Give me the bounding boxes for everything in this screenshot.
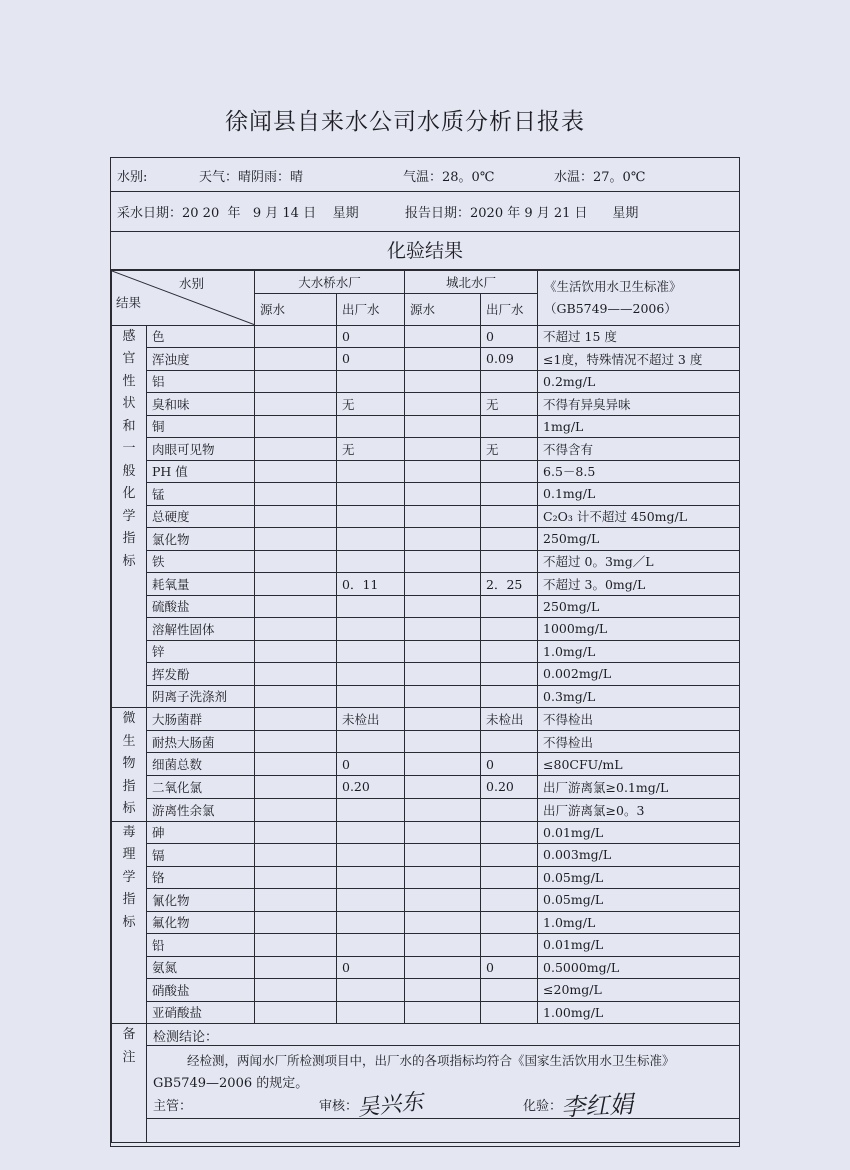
item-name-cell: 砷 — [147, 821, 255, 844]
standard-value-cell: 1.00mg/L — [538, 1001, 740, 1024]
plant2-source-cell — [405, 460, 481, 483]
plant1-source-cell — [255, 889, 337, 912]
plant1-source-cell — [255, 438, 337, 461]
category-char: 指 — [122, 892, 136, 907]
sample-date: 采水日期：20 20 年 9 月 14 日 星期 — [117, 206, 359, 221]
item-name-cell: 细菌总数 — [147, 753, 255, 776]
item-name-cell: 铁 — [147, 550, 255, 573]
standard-value-cell: ≤80CFU/mL — [538, 753, 740, 776]
bottom-divider — [147, 1118, 740, 1119]
plant1-outlet-cell — [337, 505, 405, 528]
plant2-outlet-cell — [481, 730, 538, 753]
item-name-cell: 浑浊度 — [147, 348, 255, 371]
category-char: 标 — [122, 553, 136, 569]
standard-value-cell: 0.05mg/L — [538, 889, 740, 912]
standard-value-cell: 0.5000mg/L — [538, 956, 740, 979]
plant2-outlet-cell — [481, 1001, 538, 1024]
plant2-outlet-cell — [481, 866, 538, 889]
plant2-source-cell — [405, 821, 481, 844]
plant2-source-cell — [405, 934, 481, 957]
item-name-cell: 阴离子洗涤剂 — [147, 685, 255, 708]
remarks-label — [112, 1024, 147, 1143]
category-char: 感 — [122, 328, 136, 344]
standard-value-cell: 0.1mg/L — [538, 483, 740, 506]
item-name-cell: 二氧化氯 — [147, 776, 255, 799]
plant2-source-cell — [405, 595, 481, 618]
chemist-label: 化验： — [523, 1099, 563, 1114]
table-row — [112, 573, 740, 596]
plant2-source-cell — [405, 393, 481, 416]
plant2-source-cell — [405, 776, 481, 799]
plant1-outlet-cell: 0 — [337, 325, 405, 348]
plant2-outlet-header: 出厂水 — [481, 293, 538, 325]
plant1-outlet-cell: 0.20 — [337, 776, 405, 799]
plant1-source-cell — [255, 393, 337, 416]
standard-value-cell: 6.5－8.5 — [538, 460, 740, 483]
standard-value-cell: C₂O₃ 计不超过 450mg/L — [538, 505, 740, 528]
table-row — [112, 685, 740, 708]
conclusion-label: 检测结论： — [153, 1030, 219, 1045]
standard-value-cell: 0.2mg/L — [538, 370, 740, 393]
plant1-outlet-cell: 无 — [337, 393, 405, 416]
table-row — [112, 776, 740, 799]
divider — [147, 1045, 740, 1046]
plant2-outlet-cell — [481, 889, 538, 912]
item-name-cell: 臭和味 — [147, 393, 255, 416]
plant2-outlet-cell — [481, 505, 538, 528]
category-char: 生 — [122, 733, 136, 749]
standard-value-cell: 1000mg/L — [538, 618, 740, 641]
plant1-outlet-cell: 未检出 — [337, 708, 405, 731]
plant1-source-cell — [255, 460, 337, 483]
plant1-source-cell — [255, 550, 337, 573]
table-row — [112, 753, 740, 776]
table-row — [112, 460, 740, 483]
table-row — [112, 934, 740, 957]
plant2-source-cell — [405, 844, 481, 867]
category-char: 物 — [122, 756, 136, 771]
table-row — [112, 505, 740, 528]
item-name-cell: PH 值 — [147, 460, 255, 483]
report-date: 报告日期：2020 年 9 月 21 日 星期 — [405, 206, 639, 221]
plant1-outlet-cell: 无 — [337, 438, 405, 461]
remarks-label-char: 备 — [122, 1027, 136, 1042]
plant1-outlet-cell — [337, 730, 405, 753]
plant2-source-header: 源水 — [405, 293, 481, 325]
standard-value-cell: 出厂游离氯≥0.1mg/L — [538, 776, 740, 799]
plant1-source-cell — [255, 911, 337, 934]
conclusion-line1: 经检测，两闻水厂所检测项目中，出厂水的各项指标均符合《国家生活饮用水卫生标准》 — [187, 1053, 675, 1068]
item-name-cell: 挥发酚 — [147, 663, 255, 686]
plant2-source-cell — [405, 505, 481, 528]
category-char: 指 — [122, 778, 136, 794]
standard-value-cell: 1mg/L — [538, 415, 740, 438]
remarks-row — [112, 1024, 740, 1143]
table-row — [112, 979, 740, 1002]
table-head-row-1 — [112, 271, 740, 294]
item-name-cell: 肉眼可见物 — [147, 438, 255, 461]
standard-value-cell: 1.0mg/L — [538, 911, 740, 934]
plant1-outlet-cell — [337, 618, 405, 641]
plant2-outlet-cell — [481, 934, 538, 957]
plant2-outlet-cell — [481, 798, 538, 821]
plant2-outlet-cell: 0.09 — [481, 348, 538, 371]
plant1-source-cell — [255, 979, 337, 1002]
weather-label: 天气：晴阴雨：晴 — [199, 170, 304, 185]
item-name-cell: 铬 — [147, 866, 255, 889]
diagonal-header-cell — [112, 271, 255, 326]
standard-header-line2: （GB5749——2006） — [544, 300, 677, 316]
plant1-source-cell — [255, 798, 337, 821]
standard-value-cell: 不得含有 — [538, 438, 740, 461]
plant2-outlet-cell — [481, 415, 538, 438]
plant2-outlet-cell: 无 — [481, 438, 538, 461]
conclusion-line2: GB5749—2006 的规定。 — [153, 1076, 309, 1091]
standard-value-cell: 0.3mg/L — [538, 685, 740, 708]
category-char: 指 — [122, 531, 136, 546]
plant2-source-cell — [405, 911, 481, 934]
category-char: 学 — [122, 869, 136, 885]
plant2-source-cell — [405, 753, 481, 776]
plant2-source-cell — [405, 573, 481, 596]
plant1-outlet-cell — [337, 1001, 405, 1024]
water-type-label: 水别: — [117, 170, 148, 185]
category-char: 学 — [122, 508, 136, 524]
plant1-source-header: 源水 — [255, 293, 337, 325]
plant2-source-cell — [405, 730, 481, 753]
plant2-source-cell — [405, 325, 481, 348]
table-row — [112, 370, 740, 393]
plant1-outlet-cell — [337, 370, 405, 393]
category-char: 标 — [122, 914, 136, 930]
plant1-outlet-cell — [337, 550, 405, 573]
standard-value-cell: 0.01mg/L — [538, 934, 740, 957]
plant2-source-cell — [405, 483, 481, 506]
category-sensory — [112, 325, 147, 708]
plant1-source-cell — [255, 528, 337, 551]
plant1-outlet-cell: 0 — [337, 956, 405, 979]
plant1-source-cell — [255, 595, 337, 618]
plant2-source-cell — [405, 618, 481, 641]
reviewer-label: 审核： — [319, 1099, 359, 1114]
plant2-outlet-cell — [481, 979, 538, 1002]
category-char: 性 — [122, 373, 136, 389]
category-char: 般 — [122, 463, 136, 479]
supervisor-label: 主管： — [153, 1099, 193, 1114]
table-row — [112, 866, 740, 889]
item-name-cell: 锌 — [147, 640, 255, 663]
results-table — [111, 270, 740, 1143]
table-row — [112, 663, 740, 686]
plant2-outlet-cell — [481, 821, 538, 844]
standard-value-cell: 不超过 3。0mg/L — [538, 573, 740, 596]
plant1-source-cell — [255, 776, 337, 799]
diagonal-top-label: 水别 — [178, 276, 204, 291]
item-name-cell: 耗氧量 — [147, 573, 255, 596]
table-row — [112, 821, 740, 844]
plant1-outlet-cell: 0 — [337, 753, 405, 776]
table-row — [112, 956, 740, 979]
standard-value-cell: 不超过 0。3mg／L — [538, 550, 740, 573]
plant1-source-cell — [255, 505, 337, 528]
table-row — [112, 528, 740, 551]
plant1-outlet-cell — [337, 640, 405, 663]
report-sheet — [110, 157, 740, 1147]
standard-value-cell: ≤1度，特殊情况不超过 3 度 — [538, 348, 740, 371]
standard-value-cell: 不得检出 — [538, 708, 740, 731]
item-name-cell: 总硬度 — [147, 505, 255, 528]
weather-row — [111, 158, 739, 192]
plant2-source-cell — [405, 866, 481, 889]
table-row — [112, 911, 740, 934]
reviewer-signature: 吴兴东 — [356, 1089, 425, 1122]
item-name-cell: 铜 — [147, 415, 255, 438]
plant1-outlet-cell — [337, 979, 405, 1002]
table-row — [112, 483, 740, 506]
item-name-cell: 氯化物 — [147, 528, 255, 551]
plant1-source-cell — [255, 663, 337, 686]
plant1-source-cell — [255, 753, 337, 776]
remarks-label-char: 注 — [122, 1049, 136, 1065]
plant2-source-cell — [405, 640, 481, 663]
item-name-cell: 镉 — [147, 844, 255, 867]
item-name-cell: 硝酸盐 — [147, 979, 255, 1002]
category-char: 一 — [122, 441, 136, 456]
plant1-outlet-cell — [337, 911, 405, 934]
plant1-source-cell — [255, 1001, 337, 1024]
item-name-cell: 耐热大肠菌 — [147, 730, 255, 753]
plant1-outlet-cell — [337, 483, 405, 506]
plant1-outlet-cell — [337, 889, 405, 912]
plant1-outlet-cell: 0 — [337, 348, 405, 371]
standard-value-cell: 250mg/L — [538, 595, 740, 618]
plant2-outlet-cell — [481, 550, 538, 573]
table-row — [112, 325, 740, 348]
plant2-outlet-cell — [481, 595, 538, 618]
plant2-outlet-cell — [481, 618, 538, 641]
standard-value-cell: 不超过 15 度 — [538, 325, 740, 348]
remarks-content — [147, 1024, 740, 1143]
item-name-cell: 大肠菌群 — [147, 708, 255, 731]
item-name-cell: 氨氮 — [147, 956, 255, 979]
standard-value-cell: ≤20mg/L — [538, 979, 740, 1002]
plant2-outlet-cell — [481, 370, 538, 393]
plant1-header: 大水桥水厂 — [255, 271, 405, 294]
plant1-source-cell — [255, 618, 337, 641]
item-name-cell: 溶解性固体 — [147, 618, 255, 641]
table-row — [112, 618, 740, 641]
plant2-outlet-cell: 0 — [481, 325, 538, 348]
table-row — [112, 1001, 740, 1024]
plant1-outlet-cell: 0．11 — [337, 573, 405, 596]
plant2-source-cell — [405, 979, 481, 1002]
air-temp: 气温：28。0℃ — [403, 170, 495, 185]
plant2-source-cell — [405, 1001, 481, 1024]
table-row — [112, 393, 740, 416]
plant2-outlet-cell — [481, 528, 538, 551]
category-char: 化 — [122, 486, 136, 501]
standard-value-cell: 0.002mg/L — [538, 663, 740, 686]
standard-value-cell: 不得检出 — [538, 730, 740, 753]
item-name-cell: 氟化物 — [147, 911, 255, 934]
plant2-outlet-cell — [481, 911, 538, 934]
plant1-source-cell — [255, 370, 337, 393]
item-name-cell: 铝 — [147, 370, 255, 393]
plant1-source-cell — [255, 685, 337, 708]
category-char: 微 — [122, 711, 136, 726]
plant1-source-cell — [255, 640, 337, 663]
date-row — [111, 192, 739, 232]
plant1-outlet-cell — [337, 934, 405, 957]
plant1-outlet-cell — [337, 798, 405, 821]
plant1-outlet-cell — [337, 528, 405, 551]
table-row — [112, 595, 740, 618]
plant2-source-cell — [405, 370, 481, 393]
category-char: 和 — [122, 418, 136, 434]
standard-value-cell: 0.05mg/L — [538, 866, 740, 889]
category-toxic — [112, 821, 147, 1024]
table-row — [112, 844, 740, 867]
table-row — [112, 798, 740, 821]
standard-value-cell: 不得有异臭异味 — [538, 393, 740, 416]
item-name-cell: 硫酸盐 — [147, 595, 255, 618]
standard-value-cell: 250mg/L — [538, 528, 740, 551]
standard-value-cell: 0.01mg/L — [538, 821, 740, 844]
plant2-source-cell — [405, 528, 481, 551]
section-title: 化验结果 — [111, 232, 739, 270]
item-name-cell: 铅 — [147, 934, 255, 957]
item-name-cell: 氰化物 — [147, 889, 255, 912]
plant2-outlet-cell: 0 — [481, 956, 538, 979]
category-char: 官 — [122, 351, 136, 366]
plant2-source-cell — [405, 438, 481, 461]
item-name-cell: 锰 — [147, 483, 255, 506]
diagonal-bottom-label: 结果 — [116, 294, 142, 310]
plant2-source-cell — [405, 889, 481, 912]
plant1-outlet-cell — [337, 821, 405, 844]
chemist-signature: 李红娟 — [560, 1090, 634, 1122]
water-temp: 水温：27。0℃ — [554, 170, 646, 185]
plant2-source-cell — [405, 798, 481, 821]
plant1-outlet-cell — [337, 866, 405, 889]
remarks-box — [147, 1024, 740, 1142]
category-char: 状 — [122, 396, 136, 411]
plant1-outlet-cell — [337, 685, 405, 708]
category-char: 毒 — [122, 824, 136, 840]
plant2-source-cell — [405, 663, 481, 686]
plant2-source-cell — [405, 415, 481, 438]
plant1-source-cell — [255, 415, 337, 438]
plant1-outlet-cell — [337, 844, 405, 867]
plant2-outlet-cell: 2．25 — [481, 573, 538, 596]
table-row — [112, 640, 740, 663]
table-row — [112, 438, 740, 461]
table-row — [112, 889, 740, 912]
plant2-outlet-cell — [481, 663, 538, 686]
plant2-outlet-cell — [481, 640, 538, 663]
plant2-outlet-cell — [481, 460, 538, 483]
plant1-source-cell — [255, 934, 337, 957]
plant1-outlet-cell — [337, 663, 405, 686]
table-row — [112, 415, 740, 438]
item-name-cell: 色 — [147, 325, 255, 348]
plant1-source-cell — [255, 325, 337, 348]
plant2-source-cell — [405, 708, 481, 731]
plant2-outlet-cell: 0 — [481, 753, 538, 776]
plant1-source-cell — [255, 821, 337, 844]
category-char: 理 — [122, 847, 136, 862]
plant1-source-cell — [255, 730, 337, 753]
plant1-outlet-header: 出厂水 — [337, 293, 405, 325]
table-row — [112, 348, 740, 371]
standard-value-cell: 0.003mg/L — [538, 844, 740, 867]
plant2-outlet-cell: 未检出 — [481, 708, 538, 731]
plant1-outlet-cell — [337, 460, 405, 483]
plant2-outlet-cell: 无 — [481, 393, 538, 416]
plant1-outlet-cell — [337, 595, 405, 618]
plant2-header: 城北水厂 — [405, 271, 538, 294]
plant2-outlet-cell: 0.20 — [481, 776, 538, 799]
plant1-source-cell — [255, 348, 337, 371]
plant2-outlet-cell — [481, 685, 538, 708]
plant2-outlet-cell — [481, 844, 538, 867]
item-name-cell: 游离性余氯 — [147, 798, 255, 821]
table-row — [112, 708, 740, 731]
plant2-outlet-cell — [481, 483, 538, 506]
standard-value-cell: 1.0mg/L — [538, 640, 740, 663]
standard-header — [538, 271, 740, 326]
category-micro — [112, 708, 147, 822]
plant1-source-cell — [255, 708, 337, 731]
plant1-source-cell — [255, 573, 337, 596]
table-row — [112, 550, 740, 573]
plant1-source-cell — [255, 844, 337, 867]
item-name-cell: 亚硝酸盐 — [147, 1001, 255, 1024]
table-row — [112, 730, 740, 753]
plant1-outlet-cell — [337, 415, 405, 438]
plant1-source-cell — [255, 866, 337, 889]
plant1-source-cell — [255, 956, 337, 979]
standard-header-line1: 《生活饮用水卫生标准》 — [544, 278, 682, 294]
category-char: 标 — [122, 801, 136, 816]
plant2-source-cell — [405, 550, 481, 573]
plant2-source-cell — [405, 685, 481, 708]
report-title: 徐闻县自来水公司水质分析日报表 — [225, 109, 585, 135]
plant2-source-cell — [405, 348, 481, 371]
plant1-source-cell — [255, 483, 337, 506]
standard-value-cell: 出厂游离氯≥0。3 — [538, 798, 740, 821]
plant2-source-cell — [405, 956, 481, 979]
